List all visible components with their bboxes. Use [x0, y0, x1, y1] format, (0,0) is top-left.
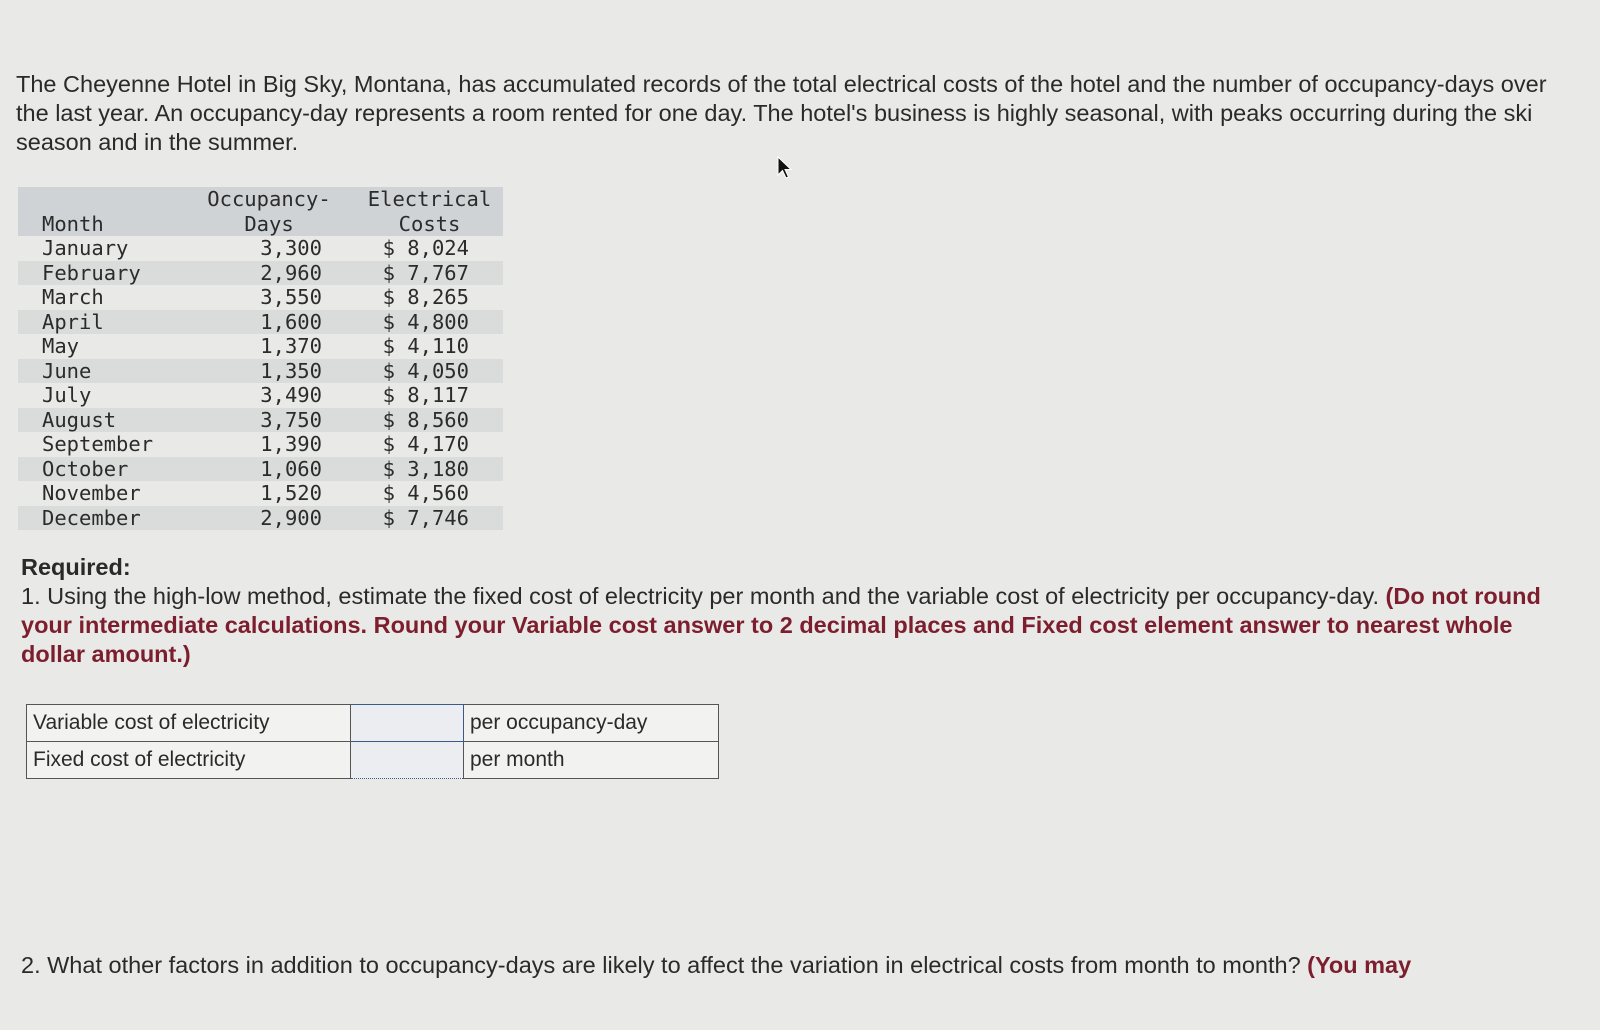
table-row: [18, 383, 503, 408]
occupancy-cost-table: [18, 187, 503, 530]
cell-month: July: [42, 383, 92, 407]
cell-month: February: [18, 261, 192, 286]
fixed-cost-input[interactable]: [351, 742, 467, 778]
cell-month: October: [18, 457, 192, 482]
cell-occupancy: 1,350: [192, 359, 356, 384]
fixed-cost-label: Fixed cost of electricity: [27, 742, 351, 779]
cell-occupancy: 2,960: [192, 261, 356, 286]
variable-cost-label: Variable cost of electricity: [27, 705, 351, 742]
cell-cost: $ 4,560: [382, 481, 469, 505]
table-row: [18, 334, 503, 359]
problem-intro: The Cheyenne Hotel in Big Sky, Montana, has accumulated records of the total electrical costs of the hotel and the number of occupancy-days over the last year. An occupancy-day represents a room rented for one day. The hotel's business is highly seasonal, with peaks occurring during the ski season and in the summer.: [16, 71, 1547, 155]
table-row: [18, 310, 503, 335]
answer-row-variable-cost: [27, 705, 719, 742]
cell-cost: $ 8,117: [382, 383, 469, 407]
question-1-text: 1. Using the high-low method, estimate the fixed cost of electricity per month and the variable cost of electricity per occupancy-day.: [21, 583, 1380, 609]
cell-occupancy: 3,550: [260, 285, 322, 309]
cell-cost: $ 4,800: [356, 310, 503, 335]
table-row: [18, 481, 503, 506]
table-row: [18, 457, 503, 482]
header-cost-line1: Electrical: [367, 187, 492, 211]
cell-cost: $ 4,110: [382, 334, 469, 358]
cell-month: April: [18, 310, 192, 335]
cell-occupancy: 1,370: [260, 334, 322, 358]
cell-month: November: [42, 481, 141, 505]
table-row: [18, 359, 503, 384]
fixed-cost-unit: per month: [464, 742, 719, 779]
cell-cost: $ 7,767: [356, 261, 503, 286]
header-month: Month: [18, 187, 192, 236]
cell-occupancy: 1,600: [192, 310, 356, 335]
cell-month: June: [18, 359, 192, 384]
cell-occupancy: 1,390: [260, 432, 322, 456]
question-1-instructions: (Do not round your intermediate calculations. Round your Variable cost answer to 2 decimal places and Fixed cost element answer to nearest whole dollar amount.): [21, 583, 1541, 667]
required-section: [21, 553, 1569, 669]
cell-cost: $ 4,170: [382, 432, 469, 456]
cell-cost: $ 8,560: [356, 408, 503, 433]
cell-occupancy: 3,750: [192, 408, 356, 433]
answer-table: [26, 704, 719, 779]
cell-occupancy: 3,300: [260, 236, 322, 260]
cell-month: September: [42, 432, 154, 456]
cell-month: August: [18, 408, 192, 433]
header-occupancy-line2: Days: [244, 211, 294, 236]
header-occupancy-line1: Occupancy-: [207, 187, 331, 211]
cell-occupancy: 1,520: [260, 481, 322, 505]
cell-month: December: [18, 506, 192, 531]
cell-cost: $ 3,180: [356, 457, 503, 482]
cell-cost: $ 7,746: [356, 506, 503, 531]
cell-cost: $ 8,024: [382, 236, 469, 260]
table-row: [18, 285, 503, 310]
required-label: Required:: [21, 554, 131, 580]
variable-cost-unit: per occupancy-day: [464, 705, 719, 742]
cell-occupancy: 3,490: [260, 383, 322, 407]
variable-cost-cell: [351, 705, 464, 742]
header-electrical-costs: [356, 187, 503, 236]
question-2-instructions: (You may: [1307, 952, 1412, 978]
table-row: [18, 408, 503, 433]
table-row: [18, 506, 503, 531]
header-cost-line2: Costs: [398, 211, 461, 236]
answer-row-fixed-cost: [27, 742, 719, 779]
cell-month: January: [42, 236, 129, 260]
table-row: [18, 236, 503, 261]
mouse-pointer-icon: [777, 156, 793, 180]
fixed-cost-cell: [351, 742, 464, 779]
table-row: [18, 432, 503, 457]
cell-month: May: [42, 334, 80, 358]
question-2-text: 2. What other factors in addition to occupancy-days are likely to affect the variation in electrical costs from month to month?: [21, 952, 1301, 978]
variable-cost-input[interactable]: [351, 705, 467, 741]
question-2: [21, 951, 1581, 980]
cell-occupancy: 1,060: [192, 457, 356, 482]
cell-cost: $ 4,050: [356, 359, 503, 384]
table-row: [18, 261, 503, 286]
header-occupancy-days: [192, 187, 356, 236]
table-header-row: [18, 187, 503, 236]
cell-occupancy: 2,900: [192, 506, 356, 531]
cell-cost: $ 8,265: [382, 285, 469, 309]
cell-month: March: [42, 285, 104, 309]
